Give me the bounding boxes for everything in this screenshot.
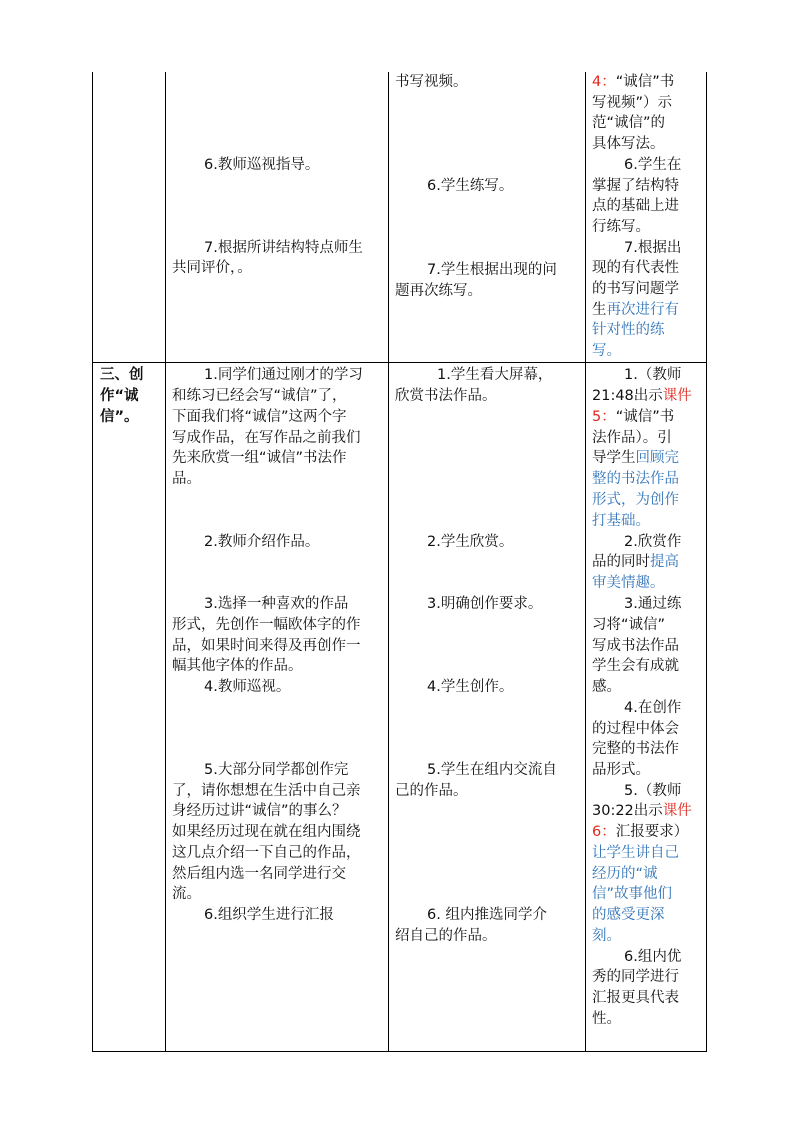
teacher-b2: 2.教师介绍作品。 [204,534,320,550]
intent-b4-line2: 的过程中体会 [592,721,679,737]
teacher-b1-line4: 写成作品，在写作品之前我们 [172,430,361,446]
intent-b5-line3: 汇报要求） [615,824,689,840]
teacher-b3-line1: 3.选择一种喜欢的作品 [204,596,349,612]
intent-b6-line3: 汇报更具代表 [592,990,679,1006]
intent-b1-line2: 21:48出示 [592,388,663,404]
teacher-b1-line3: 下面我们将“诚信”这两个字 [172,409,347,425]
intent-b6-line2: 秀的同学进行 [592,969,679,985]
intent-b2-line2-highlight: 提高 [650,554,679,570]
student-b2: 2.学生欣赏。 [427,534,514,550]
intent-b1-line8: 打基础。 [592,513,650,529]
intent-4-courseware-ref: 4： [592,74,616,90]
teacher-b1-line1: 1.同学们通过刚才的学习 [204,367,363,383]
teacher-b5-line5: 这几点介绍一下自己的作品， [172,845,361,861]
intent-b1-line3: “诚信”书 [615,409,675,425]
intent-7-line6: 写。 [592,343,621,359]
student-b5-line1: 5.学生在组内交流自 [427,762,557,778]
teacher-b3-line3: 品，如果时间来得及再创作一 [172,638,361,654]
intent-b1-line6: 整的书法作品 [592,471,679,487]
intent-4-line2: 写视频”）示 [592,95,673,111]
column-divider-1 [165,72,166,1052]
intent-b4-line3: 完整的书法作 [592,741,679,757]
intent-b3-line4: 学生会有成就 [592,658,679,674]
teacher-b3-line4: 幅其他字体的作品。 [172,658,303,674]
section-title-line2: 作“诚 [100,388,139,404]
intent-7-line1: 7.根据出 [624,240,682,256]
intent-b5-courseware-number: 6： [592,824,616,840]
intent-b5-line7: 的感受更深 [592,907,665,923]
student-b3: 3.明确创作要求。 [427,596,543,612]
intent-b6-line1: 6.组内优 [624,949,682,965]
teacher-b4: 4.教师巡视。 [204,679,291,695]
intent-b3-line5: 感。 [592,679,621,695]
student-b1-line1: 1.学生看大屏幕， [437,367,553,383]
intent-7-line4: 生 [592,302,607,318]
intent-b4-line1: 4.在创作 [624,700,682,716]
column-divider-3 [585,72,586,1052]
table-border-right [706,72,707,1052]
table-border-left [92,72,93,1052]
intent-b4-line4: 品形式。 [592,762,650,778]
intent-b5-line2: 30:22出示 [592,803,663,819]
teacher-b5-line3: 身经历过讲“诚信”的事么？ [172,803,347,819]
intent-b1-courseware-number: 5： [592,409,616,425]
teacher-b5-line7: 流。 [172,886,201,902]
intent-b2-line1: 2.欣赏作 [624,534,682,550]
intent-7-line4-highlight: 再次进行有 [606,302,679,318]
intent-b5-line4: 让学生讲自己 [592,845,679,861]
student-b6-line1: 6. 组内推选同学介 [427,907,547,923]
intent-b1-line5: 导学生 [592,450,636,466]
student-b6-line2: 绍自己的作品。 [395,928,497,944]
intent-4-line4: 具体写法。 [592,136,665,152]
intent-b1-line1: 1.（教师 [624,367,682,383]
section-title-line3: 信”。 [100,409,139,425]
intent-b1-line7: 形式，为创作 [592,492,679,508]
intent-7-line3: 的书写问题学 [592,281,679,297]
teacher-b5-line6: 然后组内选一名同学进行交 [172,866,346,882]
intent-b5-line6: 信”故事他们 [592,886,673,902]
teacher-step-7-line1: 7.根据所讲结构特点师生 [204,240,363,256]
teacher-step-6: 6.教师巡视指导。 [204,157,320,173]
column-divider-2 [388,72,389,1052]
intent-6-line4: 行练写。 [592,219,650,235]
intent-b2-line3: 审美情趣。 [592,575,665,591]
intent-b3-line3: 写成书法作品 [592,638,679,654]
student-step-7-line2: 题再次练写。 [395,283,482,299]
intent-b5-line8: 刻。 [592,928,621,944]
student-b5-line2: 己的作品。 [395,783,468,799]
intent-6-line3: 点的基础上进 [592,198,679,214]
teacher-b1-line5: 先来欣赏一组“诚信”书法作 [172,450,347,466]
student-step-5-tail: 书写视频。 [395,74,468,90]
intent-7-line5: 针对性的练 [592,322,665,338]
intent-6-line2: 掌握了结构特 [592,178,679,194]
student-b1-line2: 欣赏书法作品。 [395,388,497,404]
student-b4: 4.学生创作。 [427,679,514,695]
intent-7-line2: 现的有代表性 [592,260,679,276]
teacher-b5-line4: 如果经历过现在就在组内围绕 [172,824,361,840]
teacher-b5-line1: 5.大部分同学都创作完 [204,762,349,778]
intent-b5-line1: 5.（教师 [624,783,682,799]
student-step-7-line1: 7.学生根据出现的问 [427,262,557,278]
intent-b5-courseware: 课件 [662,803,692,819]
intent-b5-line5: 经历的“诚 [592,866,658,882]
row-divider [92,362,707,363]
teacher-step-7-line2: 共同评价，。 [172,260,252,276]
intent-b1-line4: 法作品）。引 [592,430,672,446]
intent-4-line1: “诚信”书 [615,74,675,90]
student-step-6: 6.学生练写。 [427,178,514,194]
teacher-b1-line6: 品。 [172,471,201,487]
intent-6-line1: 6.学生在 [624,157,682,173]
teacher-b6: 6.组织学生进行汇报 [204,907,334,923]
teacher-b3-line2: 形式，先创作一幅欧体字的作 [172,617,361,633]
intent-b6-line4: 性。 [592,1011,621,1027]
intent-b2-line2: 品的同时 [592,554,650,570]
section-title-line1: 三、创 [100,367,144,383]
intent-b1-courseware: 课件 [662,388,692,404]
table-border-bottom [92,1051,707,1052]
intent-4-line3: 范“诚信”的 [592,115,666,131]
intent-b1-line5-highlight: 回顾完 [635,450,679,466]
teacher-b1-line2: 和练习已经会写“诚信”了， [172,388,347,404]
intent-b3-line2: 习将“诚信” [592,617,666,633]
teacher-b5-line2: 了，请你想想在生活中自己亲 [172,783,361,799]
intent-b3-line1: 3.通过练 [624,596,682,612]
